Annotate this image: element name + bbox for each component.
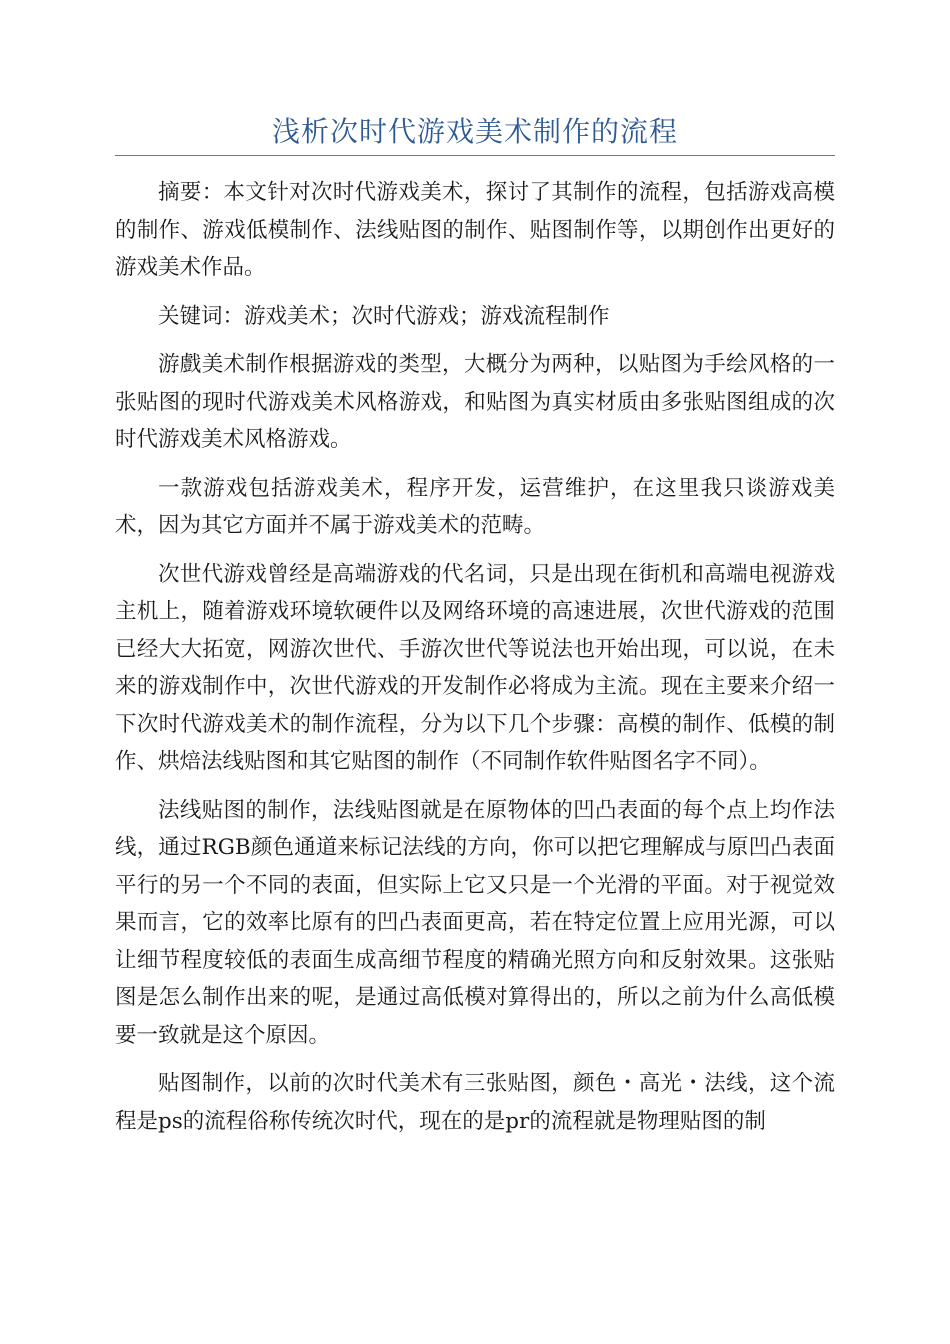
body-paragraph: 一款游戏包括游戏美术，程序开发，运营维护，在这里我只谈游戏美术，因为其它方面并不属于游戏美术的范畴。 bbox=[115, 475, 835, 538]
abstract-paragraph: 摘要：本文针对次时代游戏美术，探讨了其制作的流程，包括游戏高模的制作、游戏低模制作、法线贴图的制作、贴图制作等，以期创作出更好的游戏美术作品。 bbox=[115, 180, 835, 280]
keywords-paragraph: 关键词：游戏美术；次时代游戏；游戏流程制作 bbox=[158, 303, 610, 329]
document-body bbox=[115, 174, 835, 1151]
body-paragraph: 次世代游戏曾经是高端游戏的代名词，只是出现在街机和高端电视游戏主机上，随着游戏环境软硬件以及网络环境的高速进展，次世代游戏的范围已经大大拓宽，网游次世代、手游次世代等说法也开始出现，可以说，在未来的游戏制作中，次世代游戏的开发制作必将成为主流。现在主要来介绍一下次时代游戏美术的制作流程，分为以下几个步骤：高模的制作、低模的制作、烘焙法线贴图和其它贴图的制作（不同制作软件贴图名字不同）。 bbox=[115, 561, 835, 774]
document-title: 浅析次时代游戏美术制作的流程 bbox=[271, 115, 678, 148]
body-paragraph: 法线贴图的制作，法线贴图就是在原物体的凹凸表面的每个点上均作法线，通过RGB颜色通道来标记法线的方向，你可以把它理解成与原凹凸表面平行的另一个不同的表面，但实际上它又只是一个光滑的平面。对于视觉效果而言，它的效率比原有的凹凸表面更高，若在特定位置上应用光源，可以让细节程度较低的表面生成高细节程度的精确光照方向和反射效果。这张贴图是怎么制作出来的呢，是通过高低模对算得出的，所以之前为什么高低模要一致就是这个原因。 bbox=[115, 797, 835, 1048]
body-paragraph: 游戲美术制作根据游戏的类型，大概分为两种，以贴图为手绘风格的一张贴图的现时代游戏美术风格游戏，和贴图为真实材质由多张贴图组成的次时代游戏美术风格游戏。 bbox=[115, 352, 835, 452]
title-underline bbox=[115, 155, 835, 156]
body-paragraph: 贴图制作，以前的次时代美术有三张贴图，颜色・高光・法线，这个流程是ps的流程俗称传统次时代，现在的是pr的流程就是物理贴图的制 bbox=[115, 1071, 835, 1134]
